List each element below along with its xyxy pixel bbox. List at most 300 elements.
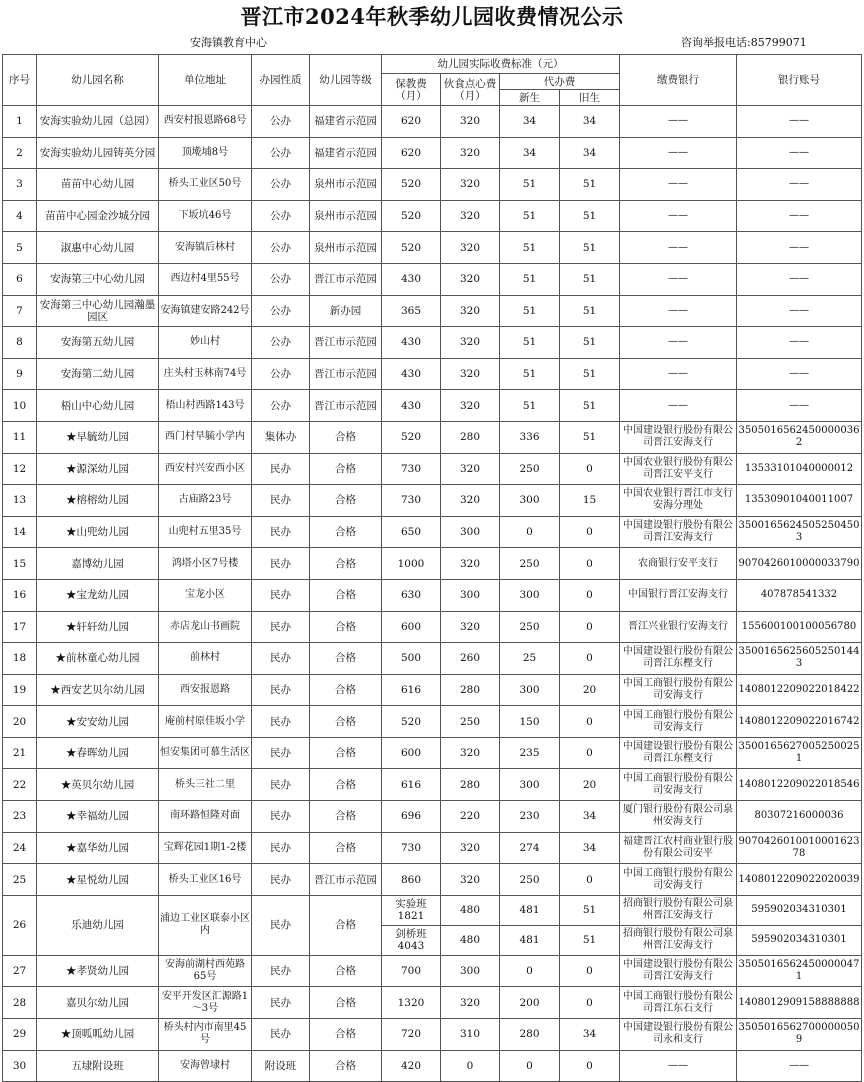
- cell-nature: 民办: [252, 895, 310, 955]
- cell-no: 3: [3, 169, 37, 201]
- header-fee-group: 幼儿园实际收费标准（元）: [382, 55, 620, 74]
- cell-care-fee: 365: [382, 295, 441, 327]
- cell-no: 9: [3, 358, 37, 390]
- cell-old-student-fee: 0: [560, 706, 620, 738]
- cell-no: 4: [3, 200, 37, 232]
- table-row: [3, 358, 862, 390]
- cell-account: 35050165624500000362: [737, 421, 862, 453]
- cell-bank: 中国建设银行股份有限公司晋江东樫支行: [620, 643, 737, 675]
- cell-grade: 合格: [310, 579, 382, 611]
- cell-kindergarten-name: ★安安幼儿园: [37, 706, 159, 738]
- cell-bank: 中国建设银行股份有限公司晋江安海支行: [620, 421, 737, 453]
- cell-address: 恒安集团可慕生活区: [159, 737, 252, 769]
- cell-kindergarten-name: ★前林童心幼儿园: [37, 643, 159, 675]
- cell-nature: 民办: [252, 737, 310, 769]
- cell-no: 2: [3, 137, 37, 169]
- cell-new-student-fee: 250: [500, 453, 560, 485]
- cell-old-student-fee: 34: [560, 106, 620, 138]
- cell-new-student-fee: 250: [500, 864, 560, 896]
- table-row: [3, 421, 862, 453]
- cell-old-student-fee: 51: [560, 200, 620, 232]
- cell-new-student-fee: 51: [500, 200, 560, 232]
- cell-account: 595902034310301: [737, 895, 862, 925]
- cell-grade: 泉州市示范园: [310, 232, 382, 264]
- cell-nature: 公办: [252, 169, 310, 201]
- cell-old-student-fee: 15: [560, 485, 620, 517]
- cell-old-student-fee: 0: [560, 955, 620, 987]
- cell-new-student-fee: 150: [500, 706, 560, 738]
- cell-care-fee: 620: [382, 106, 441, 138]
- cell-account: ——: [737, 137, 862, 169]
- cell-kindergarten-name: ★榕榕幼儿园: [37, 485, 159, 517]
- cell-bank: 厦门银行股份有限公司泉州安海支行: [620, 801, 737, 833]
- cell-kindergarten-name: ★星悦幼儿园: [37, 864, 159, 896]
- cell-no: 29: [3, 1019, 37, 1051]
- cell-address: 桥头工业区16号: [159, 864, 252, 896]
- table-body: [3, 106, 862, 1082]
- cell-account: ——: [737, 295, 862, 327]
- cell-new-student-fee: 51: [500, 327, 560, 359]
- cell-care-fee: 500: [382, 643, 441, 675]
- table-row: [3, 137, 862, 169]
- cell-nature: 民办: [252, 955, 310, 987]
- cell-nature: 公办: [252, 263, 310, 295]
- table-header: [3, 55, 862, 106]
- cell-grade: 合格: [310, 706, 382, 738]
- cell-kindergarten-name: ★嘉华幼儿园: [37, 832, 159, 864]
- cell-bank: 中国农业银行晋江市支行安海分理处: [620, 485, 737, 517]
- cell-grade: 晋江市示范园: [310, 327, 382, 359]
- cell-meal-fee: 320: [441, 263, 500, 295]
- cell-meal-fee: 320: [441, 358, 500, 390]
- cell-no: 24: [3, 832, 37, 864]
- cell-new-student-fee: 0: [500, 516, 560, 548]
- cell-grade: 晋江市示范园: [310, 864, 382, 896]
- cell-old-student-fee: 51: [560, 421, 620, 453]
- cell-grade: 合格: [310, 1019, 382, 1051]
- cell-no: 23: [3, 801, 37, 833]
- cell-new-student-fee: 51: [500, 169, 560, 201]
- cell-bank: ——: [620, 200, 737, 232]
- cell-meal-fee: 480: [441, 925, 500, 955]
- cell-new-student-fee: 300: [500, 485, 560, 517]
- header-bank: 缴费银行: [620, 55, 737, 106]
- cell-new-student-fee: 200: [500, 987, 560, 1019]
- table-row: [3, 390, 862, 422]
- header-account: 银行账号: [737, 55, 862, 106]
- cell-address: 古庙路23号: [159, 485, 252, 517]
- cell-kindergarten-name: 安海第三中心幼儿园: [37, 263, 159, 295]
- cell-bank: 晋江兴业银行安海支行: [620, 611, 737, 643]
- cell-grade: 合格: [310, 1050, 382, 1082]
- cell-old-student-fee: 51: [560, 895, 620, 925]
- cell-care-fee: 616: [382, 674, 441, 706]
- cell-account: ——: [737, 169, 862, 201]
- cell-nature: 民办: [252, 706, 310, 738]
- cell-old-student-fee: 0: [560, 643, 620, 675]
- cell-nature: 公办: [252, 358, 310, 390]
- cell-no: 13: [3, 485, 37, 517]
- cell-address: 庵前村原佳坂小学: [159, 706, 252, 738]
- cell-kindergarten-name: 嘉博幼儿园: [37, 548, 159, 580]
- cell-old-student-fee: 34: [560, 137, 620, 169]
- header-name: 幼儿园名称: [37, 55, 159, 106]
- table-row: [3, 987, 862, 1019]
- cell-address: 桥头村内市南里45号: [159, 1019, 252, 1051]
- table-row: [3, 1019, 862, 1051]
- cell-kindergarten-name: 嘉贝尔幼儿园: [37, 987, 159, 1019]
- cell-grade: 合格: [310, 453, 382, 485]
- cell-old-student-fee: 34: [560, 832, 620, 864]
- table-row: [3, 864, 862, 896]
- cell-kindergarten-name: 安海第三中心幼儿园瀚墨园区: [37, 295, 159, 327]
- cell-account: 35050165624500000471: [737, 955, 862, 987]
- table-row: [3, 955, 862, 987]
- cell-address: 妙山村: [159, 327, 252, 359]
- header-grade: 幼儿园等级: [310, 55, 382, 106]
- cell-old-student-fee: 51: [560, 232, 620, 264]
- cell-grade: 合格: [310, 895, 382, 955]
- cell-kindergarten-name: ★孝贤幼儿园: [37, 955, 159, 987]
- cell-old-student-fee: 0: [560, 864, 620, 896]
- cell-address: 西安报恩路: [159, 674, 252, 706]
- cell-nature: 民办: [252, 864, 310, 896]
- cell-account: ——: [737, 106, 862, 138]
- cell-new-student-fee: 250: [500, 611, 560, 643]
- cell-grade: 合格: [310, 987, 382, 1019]
- cell-grade: 合格: [310, 955, 382, 987]
- cell-no: 28: [3, 987, 37, 1019]
- table-row: [3, 232, 862, 264]
- cell-address: 赤店龙山书画院: [159, 611, 252, 643]
- cell-account: 35001656256052501443: [737, 643, 862, 675]
- cell-no: 20: [3, 706, 37, 738]
- cell-meal-fee: 300: [441, 955, 500, 987]
- cell-nature: 公办: [252, 295, 310, 327]
- header-care-fee: 保教费（月）: [382, 74, 441, 106]
- cell-nature: 附设班: [252, 1050, 310, 1082]
- cell-old-student-fee: 51: [560, 390, 620, 422]
- cell-kindergarten-name: ★春晖幼儿园: [37, 737, 159, 769]
- table-row: [3, 643, 862, 675]
- cell-grade: 福建省示范园: [310, 106, 382, 138]
- table-row: [3, 200, 862, 232]
- cell-bank: 中国农业银行股份有限公司晋江安平支行: [620, 453, 737, 485]
- table-row: [3, 485, 862, 517]
- table-row: [3, 548, 862, 580]
- cell-bank: 农商银行安平支行: [620, 548, 737, 580]
- table-row: [3, 295, 862, 327]
- cell-address: 西门村早毓小学内: [159, 421, 252, 453]
- cell-nature: 公办: [252, 390, 310, 422]
- cell-nature: 民办: [252, 548, 310, 580]
- cell-bank: ——: [620, 390, 737, 422]
- table-row: [3, 453, 862, 485]
- cell-account: 1408012209022018422: [737, 674, 862, 706]
- cell-care-fee: 430: [382, 358, 441, 390]
- table-row: [3, 327, 862, 359]
- cell-no: 11: [3, 421, 37, 453]
- cell-bank: 招商银行股份有限公司泉州晋江安海支行: [620, 895, 737, 925]
- cell-address: 庄头村玉林南74号: [159, 358, 252, 390]
- cell-no: 22: [3, 769, 37, 801]
- cell-new-student-fee: 300: [500, 674, 560, 706]
- cell-meal-fee: 480: [441, 895, 500, 925]
- table-row: [3, 169, 862, 201]
- cell-no: 8: [3, 327, 37, 359]
- cell-address: 西边村4里55号: [159, 263, 252, 295]
- cell-address: 山兜村五里35号: [159, 516, 252, 548]
- cell-old-student-fee: 51: [560, 327, 620, 359]
- cell-grade: 合格: [310, 516, 382, 548]
- table-row: [3, 769, 862, 801]
- page-title: 晋江市2024年秋季幼儿园收费情况公示: [240, 4, 624, 29]
- cell-care-fee: 730: [382, 485, 441, 517]
- cell-address: 安海曾埭村: [159, 1050, 252, 1082]
- cell-care-fee: 420: [382, 1050, 441, 1082]
- header-address: 单位地址: [159, 55, 252, 106]
- cell-no: 26: [3, 895, 37, 955]
- cell-grade: 合格: [310, 485, 382, 517]
- cell-new-student-fee: 300: [500, 769, 560, 801]
- cell-grade: 泉州市示范园: [310, 200, 382, 232]
- table-row: [3, 1050, 862, 1082]
- cell-care-fee: 520: [382, 200, 441, 232]
- cell-bank: 中国建设银行股份有限公司晋江安海支行: [620, 955, 737, 987]
- cell-care-fee: 620: [382, 137, 441, 169]
- cell-old-student-fee: 51: [560, 295, 620, 327]
- cell-old-student-fee: 51: [560, 358, 620, 390]
- cell-old-student-fee: 34: [560, 1019, 620, 1051]
- cell-kindergarten-name: ★轩轩幼儿园: [37, 611, 159, 643]
- table-row: [3, 579, 862, 611]
- cell-no: 14: [3, 516, 37, 548]
- cell-kindergarten-name: 乐迪幼儿园: [37, 895, 159, 955]
- cell-nature: 民办: [252, 611, 310, 643]
- cell-no: 5: [3, 232, 37, 264]
- cell-meal-fee: 280: [441, 769, 500, 801]
- cell-new-student-fee: 51: [500, 295, 560, 327]
- cell-old-student-fee: 0: [560, 1050, 620, 1082]
- cell-kindergarten-name: ★幸福幼儿园: [37, 801, 159, 833]
- cell-old-student-fee: 0: [560, 611, 620, 643]
- cell-new-student-fee: 51: [500, 358, 560, 390]
- cell-address: 宝辉花园1期1-2楼: [159, 832, 252, 864]
- cell-kindergarten-name: 苗苗中心园金沙城分园: [37, 200, 159, 232]
- cell-account: 80307216000036: [737, 801, 862, 833]
- table-row: [3, 832, 862, 864]
- cell-care-fee: 730: [382, 832, 441, 864]
- cell-bank: 中国工商银行股份有限公司安海支行: [620, 674, 737, 706]
- cell-account: 35050165627000000509: [737, 1019, 862, 1051]
- cell-meal-fee: 320: [441, 137, 500, 169]
- cell-bank: ——: [620, 263, 737, 295]
- table-row: [3, 706, 862, 738]
- cell-bank: ——: [620, 358, 737, 390]
- cell-account: 35001656245052504503: [737, 516, 862, 548]
- cell-bank: ——: [620, 327, 737, 359]
- cell-old-student-fee: 0: [560, 548, 620, 580]
- cell-nature: 民办: [252, 801, 310, 833]
- cell-no: 1: [3, 106, 37, 138]
- cell-no: 7: [3, 295, 37, 327]
- cell-care-fee: 520: [382, 232, 441, 264]
- cell-old-student-fee: 20: [560, 769, 620, 801]
- cell-nature: 民办: [252, 832, 310, 864]
- cell-old-student-fee: 0: [560, 516, 620, 548]
- cell-meal-fee: 300: [441, 516, 500, 548]
- table-row: [3, 106, 862, 138]
- cell-grade: 晋江市示范园: [310, 390, 382, 422]
- cell-no: 21: [3, 737, 37, 769]
- cell-bank: 中国银行晋江安海支行: [620, 579, 737, 611]
- cell-grade: 晋江市示范园: [310, 263, 382, 295]
- cell-account: ——: [737, 358, 862, 390]
- cell-nature: 民办: [252, 453, 310, 485]
- cell-meal-fee: 320: [441, 169, 500, 201]
- cell-new-student-fee: 51: [500, 232, 560, 264]
- cell-account: 1408012209022018546: [737, 769, 862, 801]
- cell-account: ——: [737, 390, 862, 422]
- cell-meal-fee: 280: [441, 421, 500, 453]
- table-row: [3, 895, 862, 925]
- cell-address: 顶墘埔8号: [159, 137, 252, 169]
- cell-kindergarten-name: 苗苗中心幼儿园: [37, 169, 159, 201]
- cell-no: 30: [3, 1050, 37, 1082]
- cell-new-student-fee: 481: [500, 925, 560, 955]
- cell-nature: 民办: [252, 987, 310, 1019]
- cell-care-fee: 650: [382, 516, 441, 548]
- cell-address: 西安村兴安西小区: [159, 453, 252, 485]
- cell-meal-fee: 250: [441, 706, 500, 738]
- cell-no: 19: [3, 674, 37, 706]
- cell-address: 安海镇后林村: [159, 232, 252, 264]
- table-row: [3, 674, 862, 706]
- header-agency-fee: 代办费: [500, 74, 620, 90]
- cell-nature: 公办: [252, 106, 310, 138]
- table-row: [3, 263, 862, 295]
- cell-meal-fee: 320: [441, 737, 500, 769]
- cell-account: ——: [737, 232, 862, 264]
- cell-bank: ——: [620, 137, 737, 169]
- header-new-student: 新生: [500, 90, 560, 106]
- table-row: [3, 737, 862, 769]
- cell-nature: 民办: [252, 674, 310, 706]
- cell-nature: 民办: [252, 769, 310, 801]
- cell-kindergarten-name: ★西安艺贝尔幼儿园: [37, 674, 159, 706]
- cell-account: 13533101040000012: [737, 453, 862, 485]
- cell-meal-fee: 310: [441, 1019, 500, 1051]
- cell-meal-fee: 320: [441, 548, 500, 580]
- cell-new-student-fee: 0: [500, 955, 560, 987]
- cell-nature: 民办: [252, 1019, 310, 1051]
- header-no: 序号: [3, 55, 37, 106]
- cell-bank: ——: [620, 232, 737, 264]
- cell-grade: 泉州市示范园: [310, 169, 382, 201]
- cell-old-student-fee: 20: [560, 674, 620, 706]
- cell-care-fee: 520: [382, 706, 441, 738]
- cell-kindergarten-name: ★早毓幼儿园: [37, 421, 159, 453]
- cell-no: 17: [3, 611, 37, 643]
- cell-new-student-fee: 280: [500, 1019, 560, 1051]
- cell-kindergarten-name: ★顶呱呱幼儿园: [37, 1019, 159, 1051]
- cell-bank: ——: [620, 1050, 737, 1082]
- cell-account: 907042601001000162378: [737, 832, 862, 864]
- cell-kindergarten-name: 淑惠中心幼儿园: [37, 232, 159, 264]
- cell-address: 浦边工业区联泰小区内: [159, 895, 252, 955]
- cell-care-fee: 720: [382, 1019, 441, 1051]
- cell-kindergarten-name: 安海第五幼儿园: [37, 327, 159, 359]
- cell-account: 1408012209022016742: [737, 706, 862, 738]
- cell-old-student-fee: 0: [560, 987, 620, 1019]
- cell-meal-fee: 320: [441, 232, 500, 264]
- cell-new-student-fee: 481: [500, 895, 560, 925]
- cell-new-student-fee: 34: [500, 106, 560, 138]
- cell-account: ——: [737, 200, 862, 232]
- cell-kindergarten-name: ★宝龙幼儿园: [37, 579, 159, 611]
- cell-new-student-fee: 0: [500, 1050, 560, 1082]
- cell-account: ——: [737, 1050, 862, 1082]
- cell-address: 安海镇建安路242号: [159, 295, 252, 327]
- cell-account: 13530901040011007: [737, 485, 862, 517]
- cell-meal-fee: 320: [441, 106, 500, 138]
- cell-no: 18: [3, 643, 37, 675]
- header-old-student: 旧生: [560, 90, 620, 106]
- cell-old-student-fee: 0: [560, 737, 620, 769]
- cell-care-fee: 520: [382, 421, 441, 453]
- cell-account: ——: [737, 263, 862, 295]
- cell-nature: 公办: [252, 327, 310, 359]
- cell-address: 安海前湖村西苑路65号: [159, 955, 252, 987]
- cell-account: 595902034310301: [737, 925, 862, 955]
- cell-care-fee: 600: [382, 737, 441, 769]
- table-row: [3, 611, 862, 643]
- table-row: [3, 801, 862, 833]
- cell-address: 安平开发区汇源路1～3号: [159, 987, 252, 1019]
- cell-nature: 民办: [252, 485, 310, 517]
- cell-care-fee: 实验班1821: [382, 895, 441, 925]
- cell-old-student-fee: 0: [560, 453, 620, 485]
- cell-address: 下坂坑46号: [159, 200, 252, 232]
- cell-bank: ——: [620, 106, 737, 138]
- cell-account: 155600100100056780: [737, 611, 862, 643]
- cell-meal-fee: 320: [441, 832, 500, 864]
- cell-bank: 福建晋江农村商业银行股份有限公司安平: [620, 832, 737, 864]
- cell-kindergarten-name: ★英贝尔幼儿园: [37, 769, 159, 801]
- fee-table: [2, 54, 862, 1082]
- cell-meal-fee: 320: [441, 864, 500, 896]
- table-row: [3, 516, 862, 548]
- cell-account: 1408012209022020039: [737, 864, 862, 896]
- cell-meal-fee: 320: [441, 327, 500, 359]
- cell-new-student-fee: 300: [500, 579, 560, 611]
- cell-meal-fee: 320: [441, 295, 500, 327]
- cell-grade: 合格: [310, 801, 382, 833]
- cell-bank: 中国工商银行股份有限公司安海支行: [620, 769, 737, 801]
- cell-bank: 中国工商银行股份有限公司安海支行: [620, 864, 737, 896]
- cell-care-fee: 616: [382, 769, 441, 801]
- cell-address: 梧山村西路143号: [159, 390, 252, 422]
- cell-nature: 集体办: [252, 421, 310, 453]
- cell-nature: 民办: [252, 516, 310, 548]
- cell-meal-fee: 220: [441, 801, 500, 833]
- cell-no: 6: [3, 263, 37, 295]
- cell-bank: 中国建设银行股份有限公司晋江东樫支行: [620, 737, 737, 769]
- cell-bank: 招商银行股份有限公司泉州晋江安海支行: [620, 925, 737, 955]
- cell-address: 南环路恒隆对面: [159, 801, 252, 833]
- cell-care-fee: 600: [382, 611, 441, 643]
- cell-no: 10: [3, 390, 37, 422]
